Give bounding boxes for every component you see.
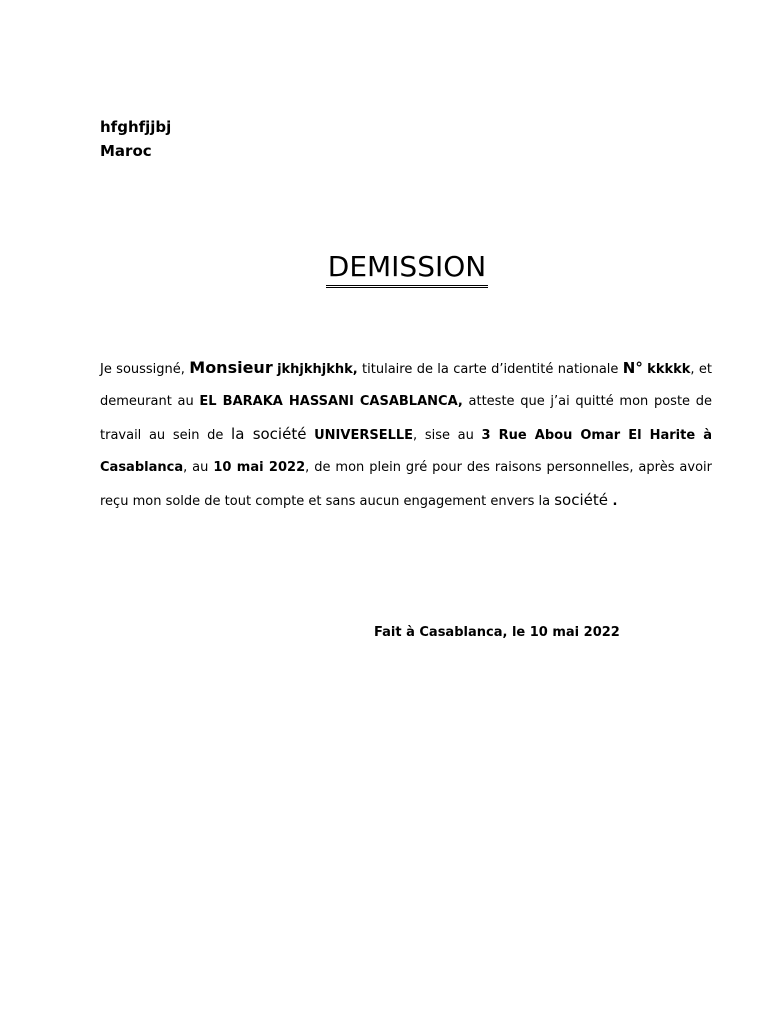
attest-text: atteste que j’ai quitté mon poste de travail au sein de [100,394,712,443]
civility: Monsieur [189,358,273,377]
company-end: société [554,491,608,509]
id-label: N° [622,359,643,377]
person-name: jkhjkhjkhk, [277,362,358,377]
period: . [607,494,618,509]
letter-title-text: DEMISSION [326,250,488,288]
located-text: , sise au [413,428,482,443]
sender-country: Maroc [100,142,152,160]
company-word: la société [231,425,307,443]
residence-text: , et demeurant au [100,362,712,409]
closing-text: , de mon plein gré pour des raisons personnelles, après avoir reçu mon solde de tout compte et sans aucun engagement envers la [100,460,712,509]
company-name: UNIVERSELLE [314,428,414,443]
sender-block [100,115,171,163]
id-number: kkkkk [647,362,691,377]
letter-date: 10 mai 2022 [213,460,306,475]
id-text: titulaire de la carte d’identité nationale [357,362,623,377]
company-address: 3 Rue Abou Omar El Harite à Casablanca [100,428,713,475]
signature-line: Fait à Casablanca, le 10 mai 2022 [374,625,620,640]
date-prefix: , au [183,460,214,475]
letter-title [0,247,768,288]
address: EL BARAKA HASSANI CASABLANCA, [199,394,463,409]
sender-name: hfghfjjbj [100,118,172,136]
intro-text: Je soussigné, [100,362,190,377]
letter-body [100,352,712,518]
